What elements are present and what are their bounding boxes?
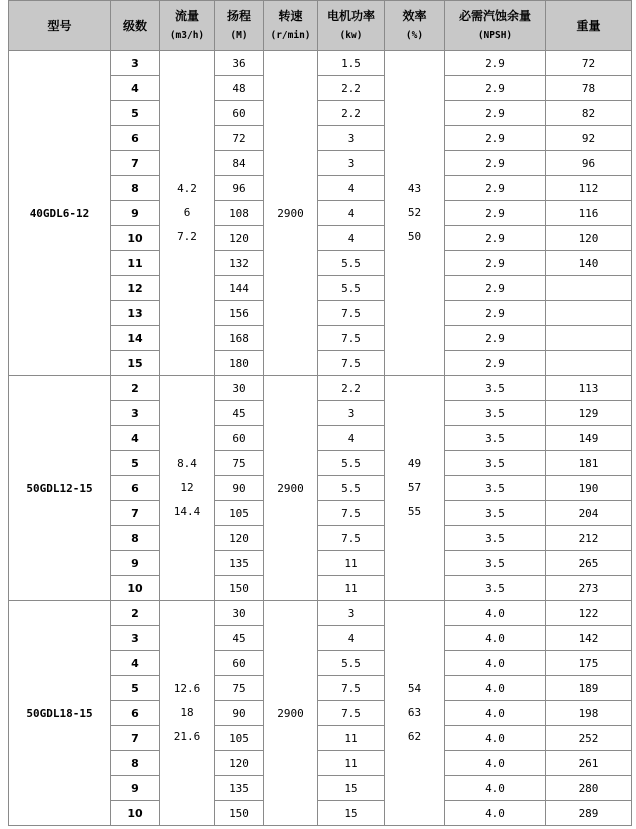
flow-value: 12.6 (173, 682, 201, 695)
weight-cell: 212 (546, 526, 632, 551)
stages-cell: 5 (111, 101, 160, 126)
stages-cell: 3 (111, 626, 160, 651)
power-cell: 11 (318, 576, 385, 601)
flow-value: 7.2 (177, 230, 197, 243)
head-cell: 84 (215, 151, 264, 176)
power-cell: 3 (318, 151, 385, 176)
efficiency-cell (385, 51, 445, 376)
flow-cell (160, 51, 215, 376)
head-cell: 135 (215, 551, 264, 576)
power-cell: 5.5 (318, 476, 385, 501)
stages-cell: 4 (111, 426, 160, 451)
npsh-cell: 3.5 (445, 476, 546, 501)
head-cell: 180 (215, 351, 264, 376)
power-cell: 3 (318, 601, 385, 626)
efficiency-value: 49 (407, 457, 422, 470)
weight-cell: 116 (546, 201, 632, 226)
flow-value: 14.4 (173, 505, 201, 518)
npsh-cell: 3.5 (445, 376, 546, 401)
header-speed: 转速 (r/min) (264, 1, 318, 51)
stages-cell: 10 (111, 576, 160, 601)
power-cell: 4 (318, 426, 385, 451)
weight-cell: 72 (546, 51, 632, 76)
efficiency-value: 52 (407, 206, 422, 219)
power-cell: 7.5 (318, 701, 385, 726)
stages-cell: 14 (111, 326, 160, 351)
efficiency-cell (385, 376, 445, 601)
npsh-cell: 3.5 (445, 501, 546, 526)
flow-value: 21.6 (173, 730, 201, 743)
head-cell: 90 (215, 476, 264, 501)
flow-cell (160, 601, 215, 826)
header-head: 扬程 (M) (215, 1, 264, 51)
npsh-cell: 2.9 (445, 126, 546, 151)
npsh-cell: 2.9 (445, 226, 546, 251)
stages-cell: 11 (111, 251, 160, 276)
efficiency-value: 43 (407, 182, 422, 195)
power-cell: 7.5 (318, 351, 385, 376)
npsh-cell: 3.5 (445, 576, 546, 601)
stages-cell: 10 (111, 801, 160, 826)
weight-cell: 190 (546, 476, 632, 501)
npsh-cell: 3.5 (445, 451, 546, 476)
power-cell: 7.5 (318, 676, 385, 701)
header-model: 型号 (9, 1, 111, 51)
weight-cell: 149 (546, 426, 632, 451)
stages-cell: 6 (111, 701, 160, 726)
weight-cell: 289 (546, 801, 632, 826)
head-cell: 105 (215, 501, 264, 526)
npsh-cell: 2.9 (445, 101, 546, 126)
header-efficiency: 效率 (%) (385, 1, 445, 51)
power-cell: 1.5 (318, 51, 385, 76)
efficiency-value: 57 (407, 481, 422, 494)
weight-cell: 273 (546, 576, 632, 601)
stages-cell: 9 (111, 201, 160, 226)
table-row (9, 51, 632, 76)
stages-cell: 13 (111, 301, 160, 326)
head-cell: 168 (215, 326, 264, 351)
stages-cell: 3 (111, 401, 160, 426)
npsh-cell: 4.0 (445, 726, 546, 751)
npsh-cell: 2.9 (445, 301, 546, 326)
power-cell: 5.5 (318, 276, 385, 301)
stages-cell: 10 (111, 226, 160, 251)
stages-cell: 8 (111, 176, 160, 201)
weight-cell: 265 (546, 551, 632, 576)
weight-cell: 78 (546, 76, 632, 101)
head-cell: 96 (215, 176, 264, 201)
head-cell: 135 (215, 776, 264, 801)
stages-cell: 9 (111, 776, 160, 801)
header-weight: 重量 (546, 1, 632, 51)
npsh-cell: 2.9 (445, 351, 546, 376)
weight-cell (546, 326, 632, 351)
power-cell: 7.5 (318, 326, 385, 351)
npsh-cell: 4.0 (445, 701, 546, 726)
weight-cell: 129 (546, 401, 632, 426)
npsh-cell: 2.9 (445, 76, 546, 101)
header-npsh: 必需汽蚀余量 (NPSH) (445, 1, 546, 51)
flow-value: 6 (183, 206, 191, 219)
head-cell: 144 (215, 276, 264, 301)
head-cell: 60 (215, 651, 264, 676)
weight-cell: 92 (546, 126, 632, 151)
stages-cell: 7 (111, 726, 160, 751)
weight-cell: 204 (546, 501, 632, 526)
power-cell: 2.2 (318, 376, 385, 401)
head-cell: 60 (215, 101, 264, 126)
power-cell: 2.2 (318, 101, 385, 126)
head-cell: 120 (215, 226, 264, 251)
efficiency-cell (385, 601, 445, 826)
head-cell: 45 (215, 401, 264, 426)
header-flow: 流量 (m3/h) (160, 1, 215, 51)
power-cell: 11 (318, 751, 385, 776)
stages-cell: 8 (111, 526, 160, 551)
head-cell: 105 (215, 726, 264, 751)
power-cell: 15 (318, 801, 385, 826)
head-cell: 150 (215, 801, 264, 826)
head-cell: 45 (215, 626, 264, 651)
power-cell: 15 (318, 776, 385, 801)
stages-cell: 2 (111, 376, 160, 401)
npsh-cell: 4.0 (445, 751, 546, 776)
weight-cell: 252 (546, 726, 632, 751)
stages-cell: 5 (111, 451, 160, 476)
npsh-cell: 4.0 (445, 801, 546, 826)
flow-cell (160, 376, 215, 601)
stages-cell: 3 (111, 51, 160, 76)
speed-cell: 2900 (264, 601, 318, 826)
npsh-cell: 2.9 (445, 201, 546, 226)
power-cell: 4 (318, 226, 385, 251)
head-cell: 132 (215, 251, 264, 276)
weight-cell: 140 (546, 251, 632, 276)
stages-cell: 8 (111, 751, 160, 776)
weight-cell: 112 (546, 176, 632, 201)
flow-value: 8.4 (177, 457, 197, 470)
power-cell: 5.5 (318, 651, 385, 676)
efficiency-value: 50 (407, 230, 422, 243)
npsh-cell: 2.9 (445, 326, 546, 351)
head-cell: 60 (215, 426, 264, 451)
stages-cell: 12 (111, 276, 160, 301)
npsh-cell: 2.9 (445, 176, 546, 201)
model-cell: 50GDL12-15 (9, 376, 111, 601)
weight-cell: 142 (546, 626, 632, 651)
power-cell: 11 (318, 726, 385, 751)
npsh-cell: 4.0 (445, 601, 546, 626)
stages-cell: 7 (111, 151, 160, 176)
header-stages: 级数 (111, 1, 160, 51)
stages-cell: 5 (111, 676, 160, 701)
flow-value: 18 (180, 706, 194, 719)
speed-cell: 2900 (264, 376, 318, 601)
npsh-cell: 3.5 (445, 526, 546, 551)
power-cell: 5.5 (318, 451, 385, 476)
npsh-cell: 4.0 (445, 776, 546, 801)
power-cell: 7.5 (318, 301, 385, 326)
weight-cell: 261 (546, 751, 632, 776)
stages-cell: 6 (111, 476, 160, 501)
head-cell: 75 (215, 676, 264, 701)
head-cell: 48 (215, 76, 264, 101)
weight-cell (546, 276, 632, 301)
npsh-cell: 4.0 (445, 626, 546, 651)
weight-cell: 120 (546, 226, 632, 251)
weight-cell: 181 (546, 451, 632, 476)
npsh-cell: 2.9 (445, 276, 546, 301)
stages-cell: 9 (111, 551, 160, 576)
weight-cell: 175 (546, 651, 632, 676)
speed-cell: 2900 (264, 51, 318, 376)
power-cell: 3 (318, 126, 385, 151)
power-cell: 2.2 (318, 76, 385, 101)
weight-cell: 113 (546, 376, 632, 401)
npsh-cell: 2.9 (445, 51, 546, 76)
efficiency-value: 55 (407, 505, 422, 518)
stages-cell: 15 (111, 351, 160, 376)
stages-cell: 7 (111, 501, 160, 526)
table-body (9, 51, 632, 826)
weight-cell: 198 (546, 701, 632, 726)
stages-cell: 2 (111, 601, 160, 626)
npsh-cell: 2.9 (445, 151, 546, 176)
stages-cell: 6 (111, 126, 160, 151)
weight-cell (546, 351, 632, 376)
npsh-cell: 2.9 (445, 251, 546, 276)
stages-cell: 4 (111, 76, 160, 101)
power-cell: 3 (318, 401, 385, 426)
head-cell: 120 (215, 526, 264, 551)
head-cell: 75 (215, 451, 264, 476)
npsh-cell: 3.5 (445, 551, 546, 576)
efficiency-value: 54 (407, 682, 422, 695)
weight-cell: 82 (546, 101, 632, 126)
weight-cell: 96 (546, 151, 632, 176)
power-cell: 11 (318, 551, 385, 576)
npsh-cell: 4.0 (445, 651, 546, 676)
pump-spec-table (8, 0, 632, 826)
head-cell: 36 (215, 51, 264, 76)
weight-cell (546, 301, 632, 326)
table-row (9, 376, 632, 401)
power-cell: 4 (318, 176, 385, 201)
stages-cell: 4 (111, 651, 160, 676)
header-row (9, 1, 632, 51)
power-cell: 7.5 (318, 526, 385, 551)
power-cell: 4 (318, 201, 385, 226)
npsh-cell: 3.5 (445, 401, 546, 426)
power-cell: 5.5 (318, 251, 385, 276)
head-cell: 30 (215, 376, 264, 401)
power-cell: 7.5 (318, 501, 385, 526)
head-cell: 120 (215, 751, 264, 776)
weight-cell: 189 (546, 676, 632, 701)
flow-value: 12 (180, 481, 194, 494)
head-cell: 108 (215, 201, 264, 226)
npsh-cell: 4.0 (445, 676, 546, 701)
power-cell: 4 (318, 626, 385, 651)
efficiency-value: 62 (407, 730, 422, 743)
header-motor-power: 电机功率 (kw) (318, 1, 385, 51)
head-cell: 156 (215, 301, 264, 326)
npsh-cell: 3.5 (445, 426, 546, 451)
model-cell: 50GDL18-15 (9, 601, 111, 826)
model-cell: 40GDL6-12 (9, 51, 111, 376)
efficiency-value: 63 (407, 706, 422, 719)
head-cell: 30 (215, 601, 264, 626)
head-cell: 90 (215, 701, 264, 726)
head-cell: 150 (215, 576, 264, 601)
head-cell: 72 (215, 126, 264, 151)
flow-value: 4.2 (177, 182, 197, 195)
weight-cell: 280 (546, 776, 632, 801)
table-row (9, 601, 632, 626)
weight-cell: 122 (546, 601, 632, 626)
